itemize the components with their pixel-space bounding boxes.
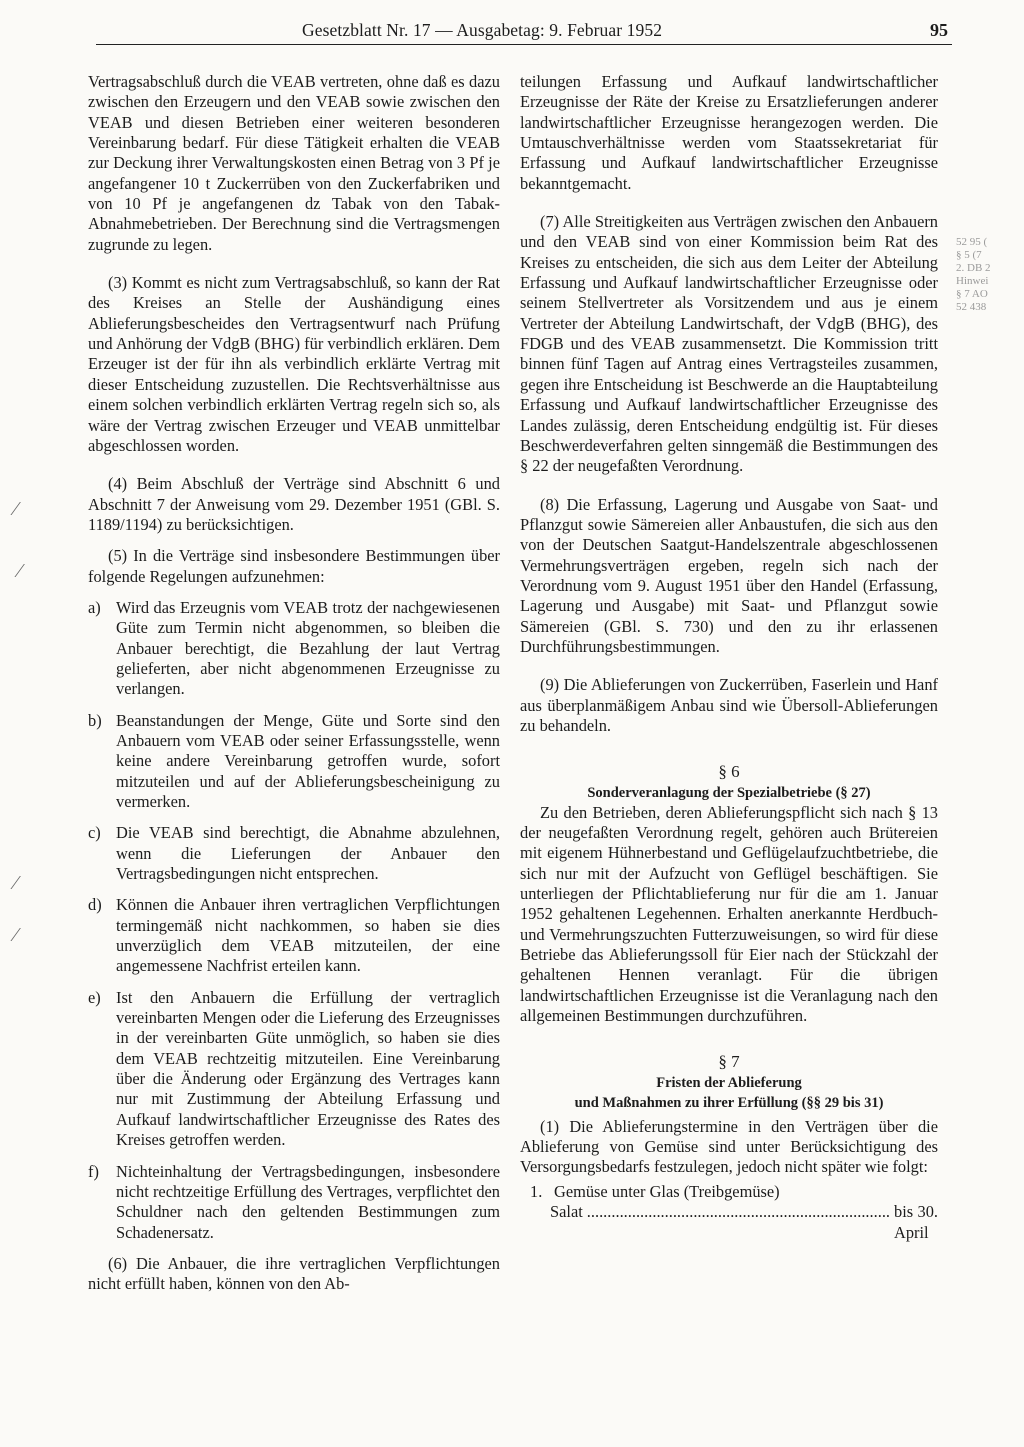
paragraph-4: (4) Beim Abschluß der Verträge sind Abschnitt 6 und Abschnitt 7 der Anweisung vom 29. Dezember 1951 (GBl. S. 1189/1194) zu berücksichtigen. [88, 474, 500, 534]
section-7-title-line1: Fristen der Ablieferung [656, 1074, 802, 1091]
page-header [96, 18, 952, 45]
item-label: b) [88, 710, 102, 730]
section-6-title: Sonderveranlagung der Spezialbetriebe (§ 27) [587, 784, 871, 801]
page-number: 95 [930, 20, 948, 40]
margin-tick-mark: ⁄ [14, 872, 18, 894]
section-7-text: (1) Die Ablieferungstermine in den Verträgen über die Ablieferung von Gemüse sind unter Berücksichtigung des Versorgungsbedarfs festzulegen, jedoch nicht später wie folgt: [520, 1116, 938, 1177]
item-label: a) [88, 597, 101, 617]
margin-tick-mark: ⁄ [14, 498, 18, 520]
item-text: Ist den Anbauern die Erfüllung der vertraglich vereinbarten Mengen oder die Lieferung des Erzeugnisses in der vereinbarten Güte unmöglich, so haben sie dies dem VEAB rechtzeitig mitzuteilen. Eine Vereinbarung über die Änderung oder Ergänzung des Vertrages kann nur mit Zustimmung der Abteilung Erfassung und Aufkauf landwirtschaftlicher Erzeugnisse des Rates des Kreises getroffen werden. [116, 987, 500, 1150]
paragraph-3: (3) Kommt es nicht zum Vertragsabschluß, so kann der Rat des Kreises an Stelle der Aushändigung eines Ablieferungsbescheides den Vertragsentwurf nach Prüfung und Anhörung der VdgB (BHG) für verbindlich erklären. Dem Erzeuger ist der für ihn als verbindlich erklärte Vertrag mit dieser Entscheidung zuzustellen. Die Rechtsverhältnisse aus einem solchen verbindlich erklärten Vertrag regeln sich so, als wäre der Vertrag zwischen Erzeuger und VEAB unmittelbar abgeschlossen worden. [88, 273, 500, 455]
schedule-row [520, 1202, 938, 1243]
schedule-heading [520, 1182, 938, 1202]
item-text: Beanstandungen der Menge, Güte und Sorte sind den Anbauern vom VEAB oder seiner Erfassungsstelle, wenn keine andere Vereinbarung getroffen wurde, sofort mitzuteilen und auf der Ablieferungsbescheinigung zu vermerken. [116, 710, 500, 811]
item-text: Die VEAB sind berechtigt, die Abnahme abzulehnen, wenn die Lieferungen der Anbauer den Vertragsbedingungen nicht entsprechen. [116, 823, 500, 884]
left-column [88, 72, 500, 1295]
gazette-title: Gesetzblatt Nr. 17 — Ausgabetag: 9. Februar 1952 [302, 20, 663, 40]
schedule-item: Salat [550, 1202, 583, 1222]
section-7-number: § 7 [718, 1052, 740, 1072]
item-text: Wird das Erzeugnis vom VEAB trotz der nachgewiesenen Güte zum Termin nicht abgenommen, so bleiben die Anbauer berechtigt, die Bezahlung der laut Vertrag gelieferten, aber nicht abgenommenen Erzeugnisse zu verlangen. [116, 597, 500, 699]
paragraph-9: (9) Die Ablieferungen von Zuckerrüben, Faserlein und Hanf aus überplanmäßigem Anbau sind wie Übersoll-Ablieferungen zu behandeln. [520, 675, 938, 735]
right-column [520, 72, 938, 1243]
section-6-number: § 6 [718, 762, 740, 782]
item-label: d) [88, 895, 102, 915]
item-label: f) [88, 1161, 99, 1181]
schedule-number: 1. [530, 1181, 543, 1201]
paragraph-8: (8) Die Erfassung, Lagerung und Ausgabe von Saat- und Pflanzgut sowie Sämereien aller Anbaustufen, die sich aus den von der Deutschen Saatgut-Handelszentrale abgeschlossenen Vermehrungsverträgen ergeben, regeln sich nach der Verordnung vom 9. August 1951 über den Handel (Erfassung, Lagerung und Ausgabe) mit Saat- und Pflanzgut sowie Sämereien (GBl. S. 730) und den zu ihr erlassenen Durchführungsbestimmungen. [520, 494, 938, 656]
paragraph-7: (7) Alle Streitigkeiten aus Verträgen zwischen den Anbauern und den VEAB sind von einer Kommission beim Rat des Kreises zu entscheiden, die sich aus dem Leiter der Abteilung Erfassung und Aufkauf landwirtschaftlicher Erzeugnisse oder seinem Stellvertreter als Vorsitzendem und aus je einem Vertreter der Abteilung Landwirtschaft, der VdgB (BHG), des FDGB und des VEAB zusammensetzt. Die Kommission tritt binnen fünf Tagen auf Antrag eines Vertragsteiles zusammen, gegen ihre Entscheidung ist Beschwerde an die Hauptabteilung Erfassung und Aufkauf landwirtschaftlicher Erzeugnisse des Landes zulässig, deren Entscheidung endgültig ist. Für dieses Beschwerdeverfahren gelten sinngemäß die Bestimmungen des § 22 der neugefaßten Verordnung. [520, 212, 938, 476]
section-7-title-line2: und Maßnahmen zu ihrer Erfüllung (§§ 29 bis 31) [574, 1094, 884, 1111]
margin-tick-mark: ⁄ [14, 924, 18, 946]
item-label: c) [88, 823, 101, 843]
item-label: e) [88, 987, 101, 1007]
paragraph-continued: Vertragsabschluß durch die VEAB vertreten, ohne daß es dazu zwischen den Erzeugern und den VEAB sowie zwischen den VEAB und diesen Betrieben einer weiteren besonderen Vereinbarung bedarf. Für diese Tätigkeit erhalten die VEAB zur Deckung ihrer Verwaltungskosten einen Betrag von 3 Pf je angefangener 10 t Zuckerrüben von den Zuckerfabriken und von 10 Pf je angefangenen dz Tabak von den Tabak-Abnahmebetrieben. Der Berechnung sind die Vertragsmengen zugrunde zu legen. [88, 72, 500, 254]
list-item [88, 895, 500, 976]
leader-dots: .......................................................................... [586, 1202, 891, 1222]
list-item [88, 823, 500, 884]
margin-tick-mark: ⁄ [18, 560, 22, 582]
list-item [88, 988, 500, 1151]
item-text: Nichteinhaltung der Vertragsbedingungen, insbesondere nicht rechtzeitige Erfüllung des Vertrages, verpflichtet den Schuldner nach den geltenden Bestimmungen zum Schadenersatz. [116, 1161, 500, 1242]
list-item [88, 1162, 500, 1243]
margin-annotation: 52 95 ( § 5 (7 2. DB 2 Hinwei § 7 AO 52 438 [956, 236, 991, 313]
list-item [88, 598, 500, 700]
section-6-text: Zu den Betrieben, deren Ablieferungspflicht sich nach § 13 der neugefaßten Verordnung regelt, gehören auch Brütereien mit eigenem Hühnerbestand und Geflügelaufzuchtbetriebe, die sich nur mit der Aufzucht von Geflügel beschäftigen. Sie unterliegen der Pflichtablieferung nur für die am 1. Januar 1952 gehaltenen Legehennen. Erhalten anerkannte Herdbuch- und Vermehrungszuchten Futterzuweisungen, so wird für diese Betriebe das Ablieferungssoll für Eier nach der Stückzahl der gehaltenen Hennen veranlagt. Für die übrigen landwirtschaftlichen Erzeugnisse ist die Veranlagung nach den allgemeinen Bestimmungen durchzuführen. [520, 802, 938, 1026]
schedule-text: Gemüse unter Glas (Treibgemüse) [554, 1181, 780, 1201]
item-text: Können die Anbauer ihren vertraglichen Verpflichtungen termingemäß nicht nachkommen, so haben sie dies unverzüglich dem VEAB mitzuteilen, der eine angemessene Nachfrist erteilen kann. [116, 895, 500, 976]
paragraph-continued: teilungen Erfassung und Aufkauf landwirtschaftlicher Erzeugnisse der Räte der Kreise zu Ersatzlieferungen anderer landwirtschaftlicher Erzeugnisse herangezogen werden. Die Umtauschverhältnisse werden vom Staatssekretariat für Erfassung und Aufkauf landwirtschaftlicher Erzeugnisse bekanntgemacht. [520, 72, 938, 193]
list-item [88, 711, 500, 813]
paragraph-6: (6) Die Anbauer, die ihre vertraglichen Verpflichtungen nicht erfüllt haben, können von den Ab- [88, 1253, 500, 1294]
schedule-value: bis 30. April [894, 1202, 938, 1242]
paragraph-5: (5) In die Verträge sind insbesondere Bestimmungen über folgende Regelungen aufzunehmen: [88, 546, 500, 586]
